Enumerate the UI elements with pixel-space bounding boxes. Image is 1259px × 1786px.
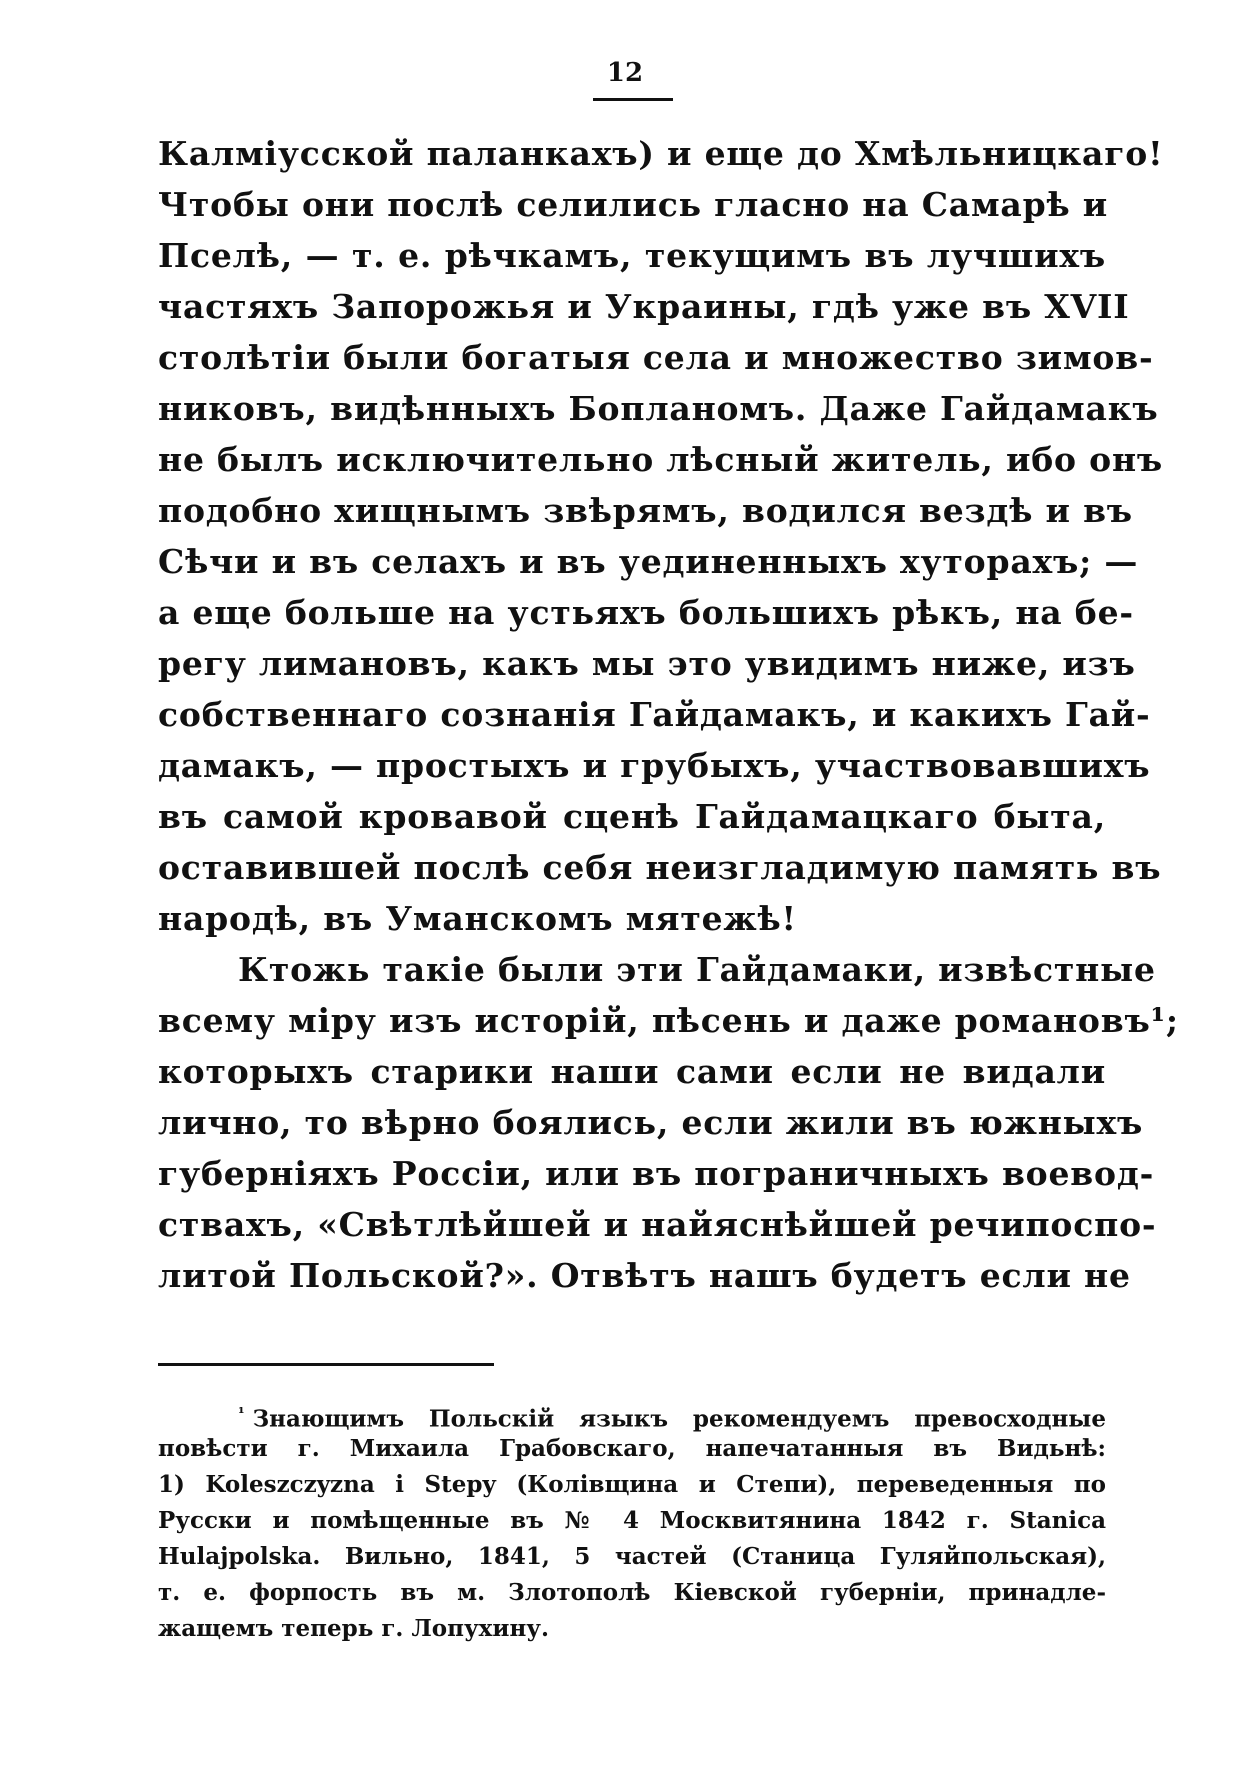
text-line: столѣтіи были богатыя села и множество зимов-	[158, 338, 1154, 377]
text-line: Калміусской паланкахъ) и еще до Хмѣльницкаго!	[158, 134, 1164, 173]
text-line: Пселѣ, — т. е. рѣчкамъ, текущимъ въ лучшихъ	[158, 236, 1106, 275]
footnotes	[158, 1395, 1106, 1647]
footnote-marker: ¹	[238, 1404, 245, 1422]
footnote-text: Знающимъ Польскій языкъ рекомендуемъ превосходные	[252, 1405, 1106, 1433]
footnote-line: 1) Koleszczyzna i Stepy (Колівщина и Степи), переведенныя по	[158, 1471, 1106, 1498]
text-line: губерніяхъ Россіи, или въ пограничныхъ воевод-	[158, 1154, 1155, 1193]
text-line: всему міру изъ исторій, пѣсень и даже романовъ¹;	[158, 1001, 1179, 1040]
footnote-line: Русски и помѣщенные въ № 4 Москвитянина 1842 г. Stanica	[158, 1507, 1106, 1534]
text-line: Сѣчи и въ селахъ и въ уединенныхъ хуторахъ; —	[158, 542, 1139, 581]
text-line: народѣ, въ Уманскомъ мятежѣ!	[158, 899, 797, 938]
text-line: регу лимановъ, какъ мы это увидимъ ниже, изъ	[158, 644, 1136, 683]
text-line: никовъ, видѣнныхъ Бопланомъ. Даже Гайдамакъ	[158, 389, 1159, 428]
text-line: оставившей послѣ себя неизгладимую память въ	[158, 848, 1162, 887]
text-line: литой Польской?». Отвѣтъ нашъ будетъ если не	[158, 1256, 1131, 1295]
text-line: не былъ исключительно лѣсный житель, ибо онъ	[158, 440, 1164, 479]
text-line: дамакъ, — простыхъ и грубыхъ, участвовавшихъ	[158, 746, 1151, 785]
text-line: въ самой кровавой сценѣ Гайдамацкаго быта,	[158, 797, 1106, 836]
footnote-line: повѣсти г. Михаила Грабовскаго, напечатанныя въ Видьнѣ:	[158, 1435, 1106, 1462]
text-line: которыхъ старики наши сами если не видали	[158, 1052, 1106, 1091]
text-line: подобно хищнымъ звѣрямъ, водился вездѣ и въ	[158, 491, 1133, 530]
footnote-rule	[158, 1363, 494, 1366]
text-line: ствахъ, «Свѣтлѣйшей и найяснѣйшей речипоспо-	[158, 1205, 1157, 1244]
body-text	[158, 128, 1179, 1301]
page-number: 12	[606, 58, 644, 88]
text-line: Ктожь такіе были эти Гайдамаки, извѣстные	[238, 950, 1156, 989]
footnote-line: Hulajpolska. Вильно, 1841, 5 частей (Станица Гуляйпольская),	[158, 1543, 1106, 1570]
footnote-line: жащемъ теперь г. Лопухину.	[158, 1615, 550, 1642]
page-number-rule	[593, 98, 673, 101]
text-line: Чтобы они послѣ селились гласно на Самарѣ и	[158, 185, 1109, 224]
footnote-line	[158, 1395, 1106, 1431]
text-line: собственнаго сознанія Гайдамакъ, и какихъ Гай-	[158, 695, 1151, 734]
footnote-line: т. е. форпость въ м. Злотополѣ Кіевской губерніи, принадле-	[158, 1579, 1106, 1606]
text-line: частяхъ Запорожья и Украины, гдѣ уже въ XVII	[158, 287, 1130, 326]
text-line: а еще больше на устьяхъ большихъ рѣкъ, на бе-	[158, 593, 1134, 632]
text-line: лично, то вѣрно боялись, если жили въ южныхъ	[158, 1103, 1144, 1142]
